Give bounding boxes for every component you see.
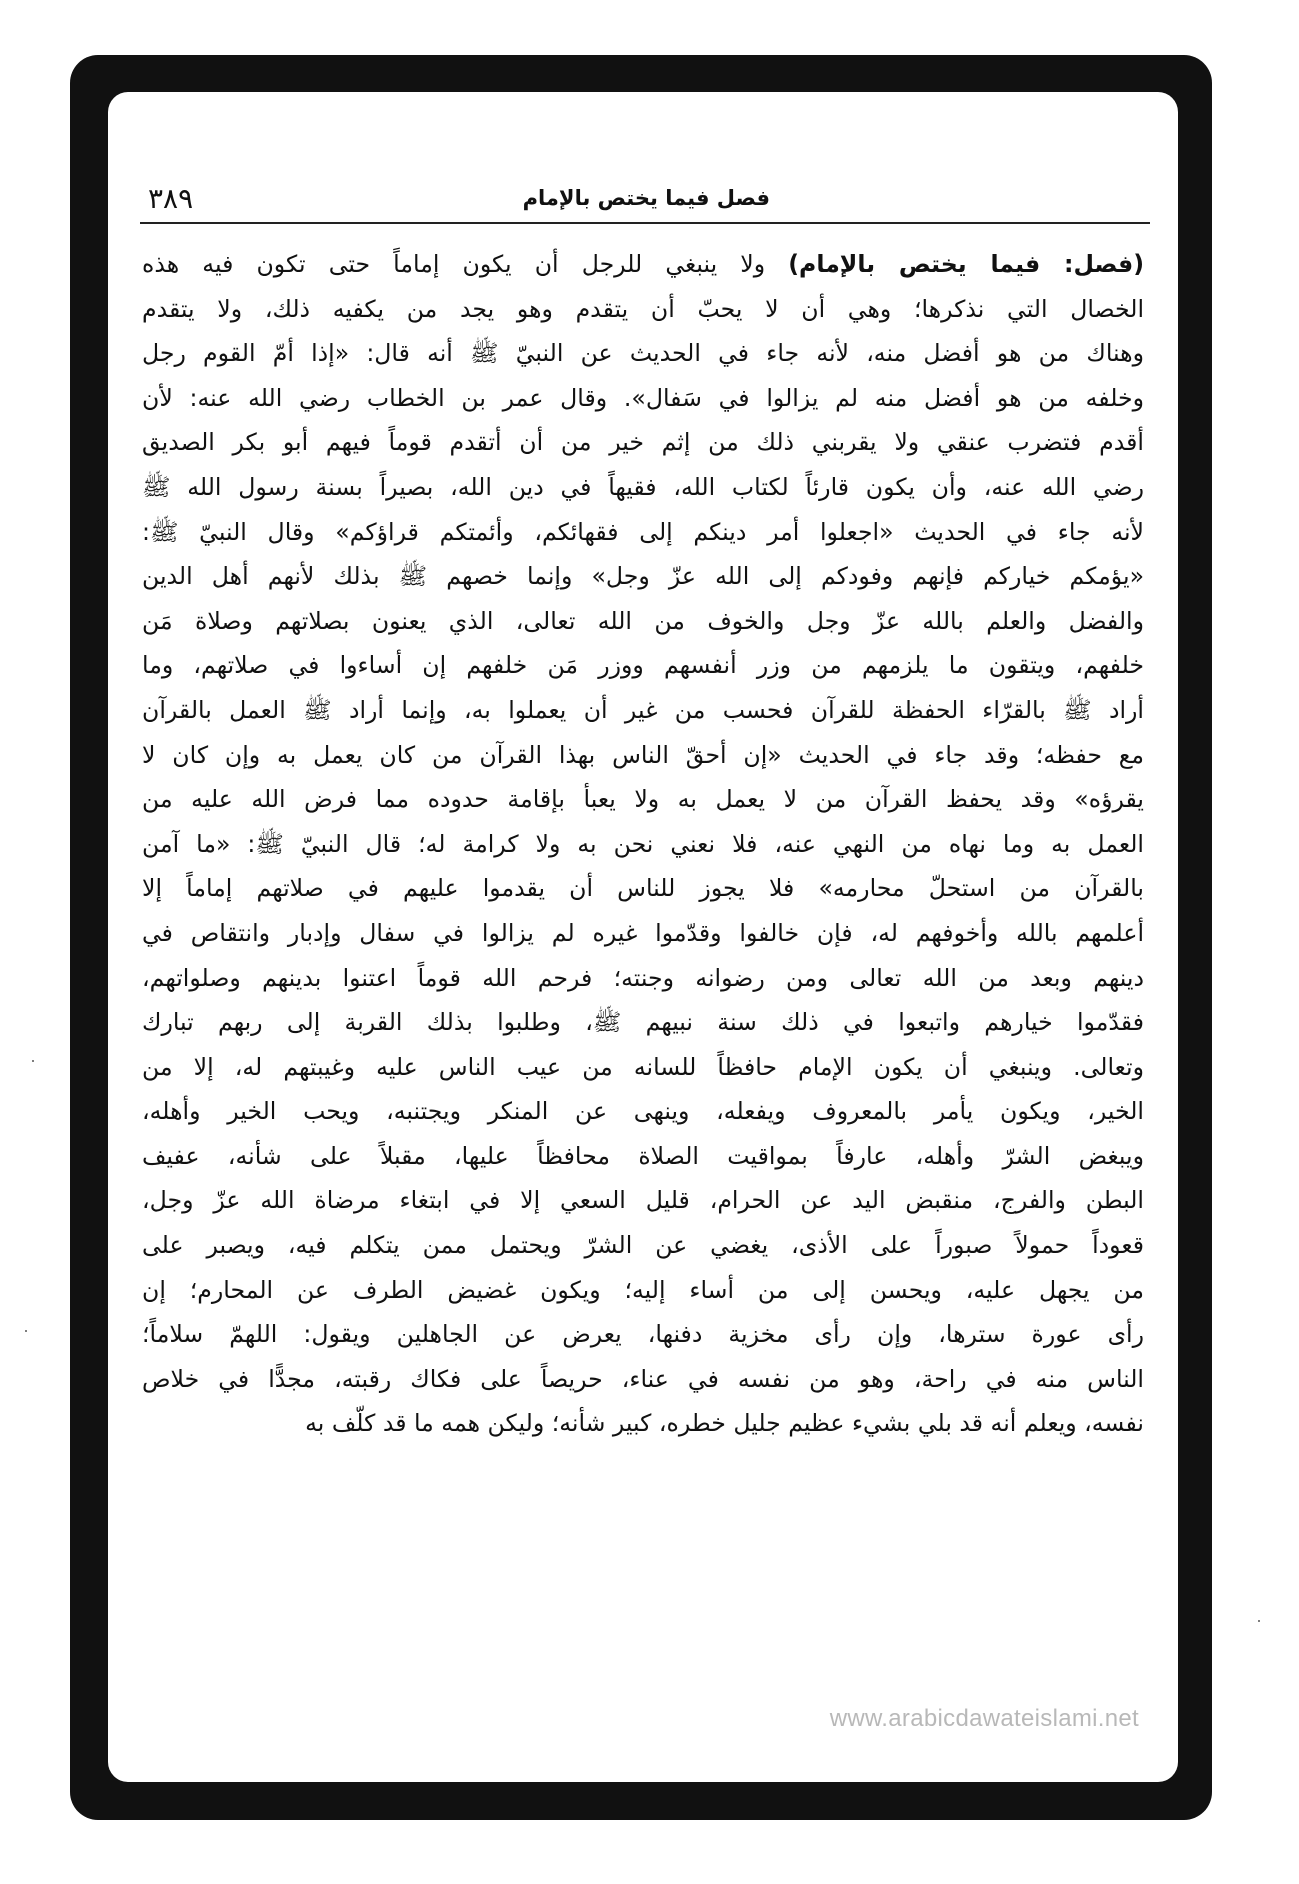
watermark-url: www.arabicdawateislami.net — [829, 1705, 1139, 1732]
body-line: بالقرآن من استحلّ محارمه» فلا يجوز للناس أن يقدموا عليهم في صلاتهم إماماً إلا — [142, 874, 1144, 903]
body-line: دينهم وبعد من الله تعالى ومن رضوانه وجنته؛ فرحم الله قوماً اعتنوا بدينهم وصلواتهم، — [142, 963, 1144, 992]
body-line: فقدّموا خيارهم واتبعوا في ذلك سنة نبيهم ﷺ، وطلبوا بذلك القربة إلى ربهم تبارك — [142, 1008, 1144, 1037]
body-line: من يجهل عليه، ويحسن إلى من أساء إليه؛ ويكون غضيض الطرف عن المحارم؛ إن — [142, 1275, 1144, 1304]
body-line: الناس منه في راحة، وهو من نفسه في عناء، حريصاً على فكاك رقبته، مجدًّا في خلاص — [142, 1364, 1144, 1393]
body-line: وهناك من هو أفضل منه، لأنه جاء في الحديث عن النبيّ ﷺ أنه قال: «إذا أمّ القوم رجل — [142, 339, 1144, 368]
body-line: خلفهم، ويتقون ما يلزمهم من وزر أنفسهم ووزر مَن خلفهم إن أساءوا في صلاتهم، وما — [142, 651, 1144, 680]
body-line: الخير، ويكون يأمر بالمعروف ويفعله، وينهى عن المنكر ويجتنبه، ويحب الخير وأهله، — [142, 1097, 1144, 1126]
running-header — [140, 182, 1150, 224]
body-line: وخلفه من هو أفضل منه لم يزالوا في سَفال». وقال عمر بن الخطاب رضي الله عنه: لأن — [142, 383, 1144, 412]
body-line: نفسه، ويعلم أنه قد بلي بشيء عظيم جليل خطره، كبير شأنه؛ وليكن همه ما قد كلّف به — [305, 1409, 1144, 1438]
body-line: رضي الله عنه، وأن يكون قارئاً لكتاب الله، فقيهاً في دين الله، بصيراً بسنة رسول الله ﷺ — [142, 472, 1144, 501]
body-line: أعلمهم بالله وأخوفهم له، فإن خالفوا وقدّموا غيره لم يزالوا في سفال وإدبار وانتقاص في — [142, 918, 1144, 947]
body-line: وتعالى. وينبغي أن يكون الإمام حافظاً للسانه من عيب الناس عليه وغيبتهم له، إلا من — [142, 1052, 1144, 1081]
body-line: «يؤمكم خياركم فإنهم وفودكم إلى الله عزّ وجل» وإنما خصهم ﷺ بذلك لأنهم أهل الدين — [142, 562, 1144, 591]
body-line: لأنه جاء في الحديث «اجعلوا أمر دينكم إلى فقهائكم، وأئمتكم قراؤكم» وقال النبيّ ﷺ: — [142, 517, 1144, 546]
body-text — [142, 242, 1144, 1446]
scan-speck — [1258, 1620, 1260, 1622]
body-line: يقرؤه» وقد يحفظ القرآن من لا يعمل به ولا يعبأ بإقامة حدوده مما فرض الله عليه من — [142, 785, 1144, 814]
body-line: والفضل والعلم بالله عزّ وجل والخوف من الله تعالى، الذي يعنون بصلاتهم وصلاة مَن — [142, 606, 1144, 635]
header-title: فصل فيما يختص بالإمام — [522, 186, 770, 210]
body-line: أقدم فتضرب عنقي ولا يقربني ذلك من إثم خير من أن أتقدم قوماً فيهم أبو بكر الصديق — [142, 428, 1144, 457]
page-number: ٣٨٩ — [148, 182, 194, 215]
body-line: رأى عورة سترها، وإن رأى مخزية دفنها، يعرض عن الجاهلين ويقول: اللهمّ سلاماً؛ — [142, 1320, 1144, 1349]
body-line — [142, 242, 1144, 287]
scan-speck — [32, 1060, 34, 1062]
scan-speck — [25, 1330, 27, 1332]
body-line-text: ولا ينبغي للرجل أن يكون إماماً حتى تكون فيه هذه — [142, 250, 766, 278]
body-line: قعوداً حمولاً صبوراً على الأذى، يغضي عن الشرّ ويحتمل ممن يتكلم فيه، ويصبر على — [142, 1231, 1144, 1260]
body-line: أراد ﷺ بالقرّاء الحفظة للقرآن فحسب من غير أن يعملوا به، وإنما أراد ﷺ العمل بالقرآن — [142, 695, 1144, 724]
section-heading: (فصل: فيما يختص بالإمام) — [788, 250, 1144, 278]
body-line: البطن والفرج، منقبض اليد عن الحرام، قليل السعي إلا في ابتغاء مرضاة الله عزّ وجل، — [142, 1186, 1144, 1215]
body-line: الخصال التي نذكرها؛ وهي أن لا يحبّ أن يتقدم وهو يجد من يكفيه ذلك، ولا يتقدم — [142, 294, 1144, 323]
body-line: العمل به وما نهاه من النهي عنه، فلا نعني نحن به ولا كرامة له؛ قال النبيّ ﷺ: «ما آمن — [142, 829, 1144, 858]
body-line: مع حفظه؛ وقد جاء في الحديث «إن أحقّ الناس بهذا القرآن من كان يعمل به وإن كان لا — [142, 740, 1144, 769]
body-line: ويبغض الشرّ وأهله، عارفاً بمواقيت الصلاة محافظاً عليها، مقبلاً على شأنه، عفيف — [142, 1141, 1144, 1170]
